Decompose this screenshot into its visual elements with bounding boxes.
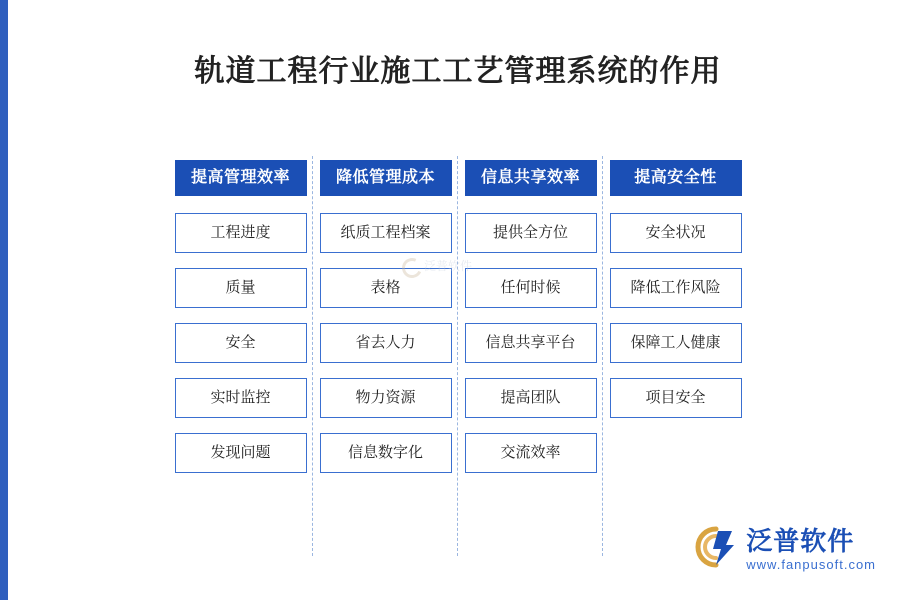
brand-logo-text xyxy=(746,525,876,572)
column-item: 发现问题 xyxy=(175,433,307,473)
column-group-3 xyxy=(458,160,603,488)
column-item: 信息数字化 xyxy=(320,433,452,473)
column-header: 提高安全性 xyxy=(610,160,742,196)
column-item: 实时监控 xyxy=(175,378,307,418)
brand-logo-icon xyxy=(694,525,738,569)
column-item: 提供全方位 xyxy=(465,213,597,253)
column-item: 物力资源 xyxy=(320,378,452,418)
column-group-4 xyxy=(603,160,748,488)
watermark-text: 泛普软件 xyxy=(424,258,473,273)
column-item: 保障工人健康 xyxy=(610,323,742,363)
column-item: 项目安全 xyxy=(610,378,742,418)
column-item: 提高团队 xyxy=(465,378,597,418)
column-item: 安全状况 xyxy=(610,213,742,253)
column-item: 降低工作风险 xyxy=(610,268,742,308)
brand-logo xyxy=(694,525,876,572)
column-item: 质量 xyxy=(175,268,307,308)
column-item: 省去人力 xyxy=(320,323,452,363)
column-item: 信息共享平台 xyxy=(465,323,597,363)
column-header: 提高管理效率 xyxy=(175,160,307,196)
column-group-2 xyxy=(313,160,458,488)
column-item: 安全 xyxy=(175,323,307,363)
column-item: 工程进度 xyxy=(175,213,307,253)
columns-container xyxy=(168,160,748,488)
brand-name: 泛普软件 xyxy=(746,526,855,556)
column-item: 纸质工程档案 xyxy=(320,213,452,253)
brand-url: www.fanpusoft.com xyxy=(746,557,876,572)
page-title: 轨道工程行业施工工艺管理系统的作用 xyxy=(194,55,722,88)
column-header: 降低管理成本 xyxy=(320,160,452,196)
column-group-1 xyxy=(168,160,313,488)
column-item: 交流效率 xyxy=(465,433,597,473)
column-item: 表格 xyxy=(320,268,452,308)
column-header: 信息共享效率 xyxy=(465,160,597,196)
column-item: 任何时候 xyxy=(465,268,597,308)
